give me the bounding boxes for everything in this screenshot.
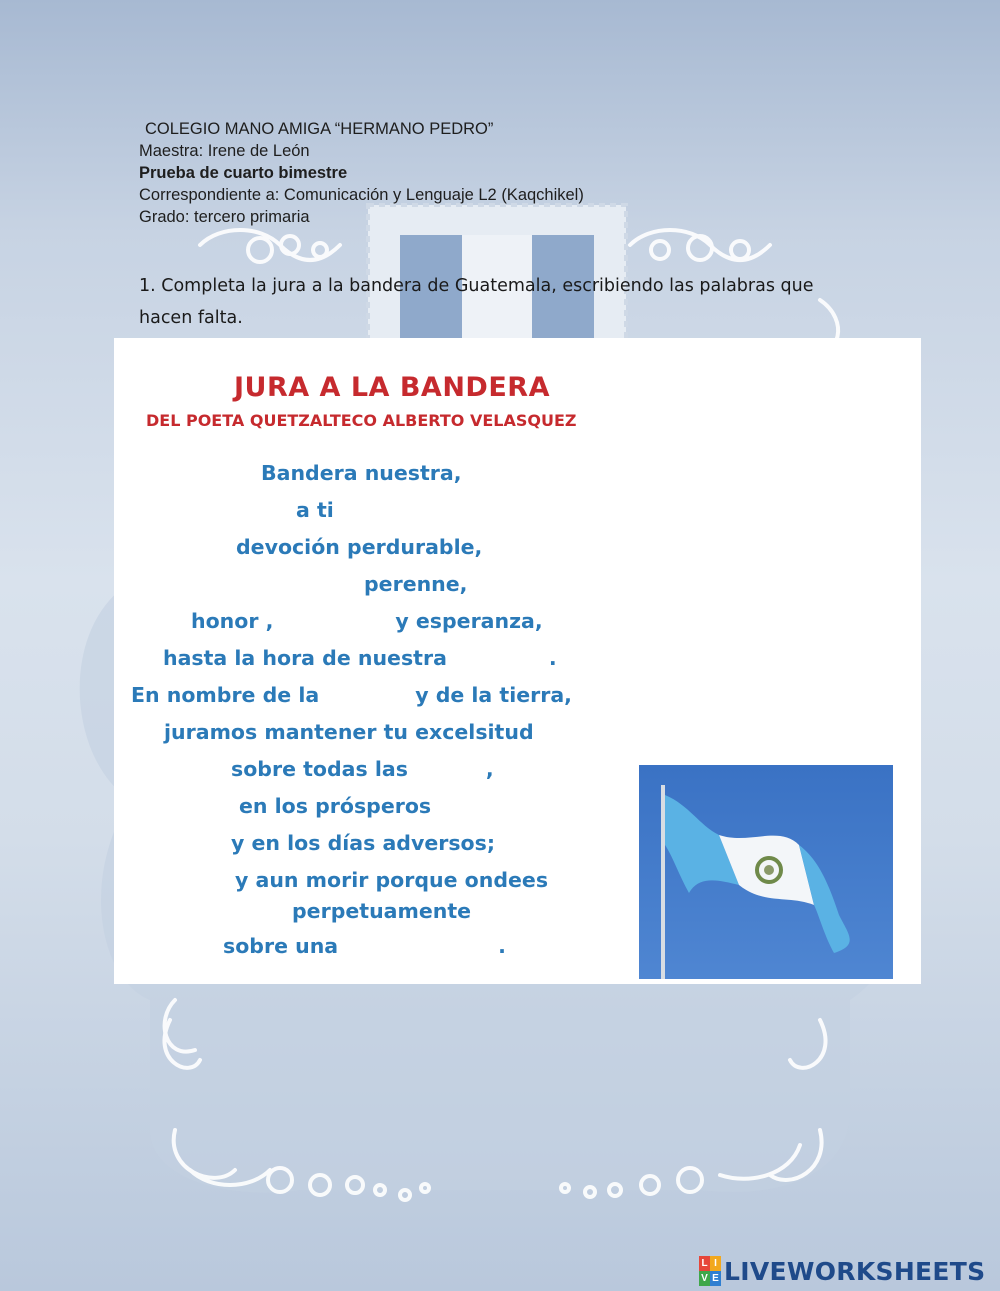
verse-line: sobre todas las , [231, 757, 494, 781]
answer-blank[interactable] [319, 685, 415, 707]
exam-title: Prueba de cuarto bimestre [139, 164, 348, 182]
answer-blank[interactable] [338, 936, 498, 958]
instruction-text: 1. Completa la jura a la bandera de Guatemala, escribiendo las palabras que hacen falta. [139, 276, 814, 328]
verse-line: juramos mantener tu excelsitud [164, 720, 534, 744]
guatemala-flag-photo [639, 765, 893, 979]
worksheet-header [139, 118, 584, 228]
answer-blank[interactable] [408, 759, 486, 781]
live-logo-icon: L I V E [699, 1256, 721, 1286]
verse-line: perenne, [194, 572, 467, 596]
verse-line: en los prósperos [239, 794, 491, 818]
poem-panel [114, 338, 921, 984]
verse-line: Bandera nuestra, [261, 461, 462, 485]
verse-line: hasta la hora de nuestra . [163, 646, 557, 670]
answer-blank[interactable] [431, 796, 491, 818]
answer-blank[interactable] [273, 611, 395, 633]
poem-title: JURA A LA BANDERA [234, 372, 550, 403]
school-name: COLEGIO MANO AMIGA “HERMANO PEDRO” [145, 120, 494, 138]
verse-line: devoción perdurable, [236, 535, 483, 559]
answer-blank[interactable] [194, 574, 364, 596]
verse-line: honor , y esperanza, [191, 609, 543, 633]
verse-line: En nombre de la y de la tierra, [131, 683, 572, 707]
answer-blank[interactable] [447, 648, 549, 670]
verse-line: y aun morir porque ondees [235, 868, 549, 892]
verse-line: perpetuamente [292, 899, 472, 923]
teacher-name: Maestra: Irene de León [139, 142, 310, 160]
logo-text: LIVEWORKSHEETS [724, 1256, 986, 1286]
grade-line: Grado: tercero primaria [139, 208, 310, 226]
verse-line: sobre una . [223, 934, 506, 958]
liveworksheets-logo [699, 1255, 985, 1287]
verse-line: y en los días adversos; [231, 831, 496, 855]
verse-line: a ti [296, 498, 474, 522]
answer-blank[interactable] [334, 500, 474, 522]
subject-line: Correspondiente a: Comunicación y Lenguaje L2 (Kaqchikel) [139, 186, 584, 204]
poem-subtitle: DEL POETA QUETZALTECO ALBERTO VELASQUEZ [146, 411, 577, 430]
